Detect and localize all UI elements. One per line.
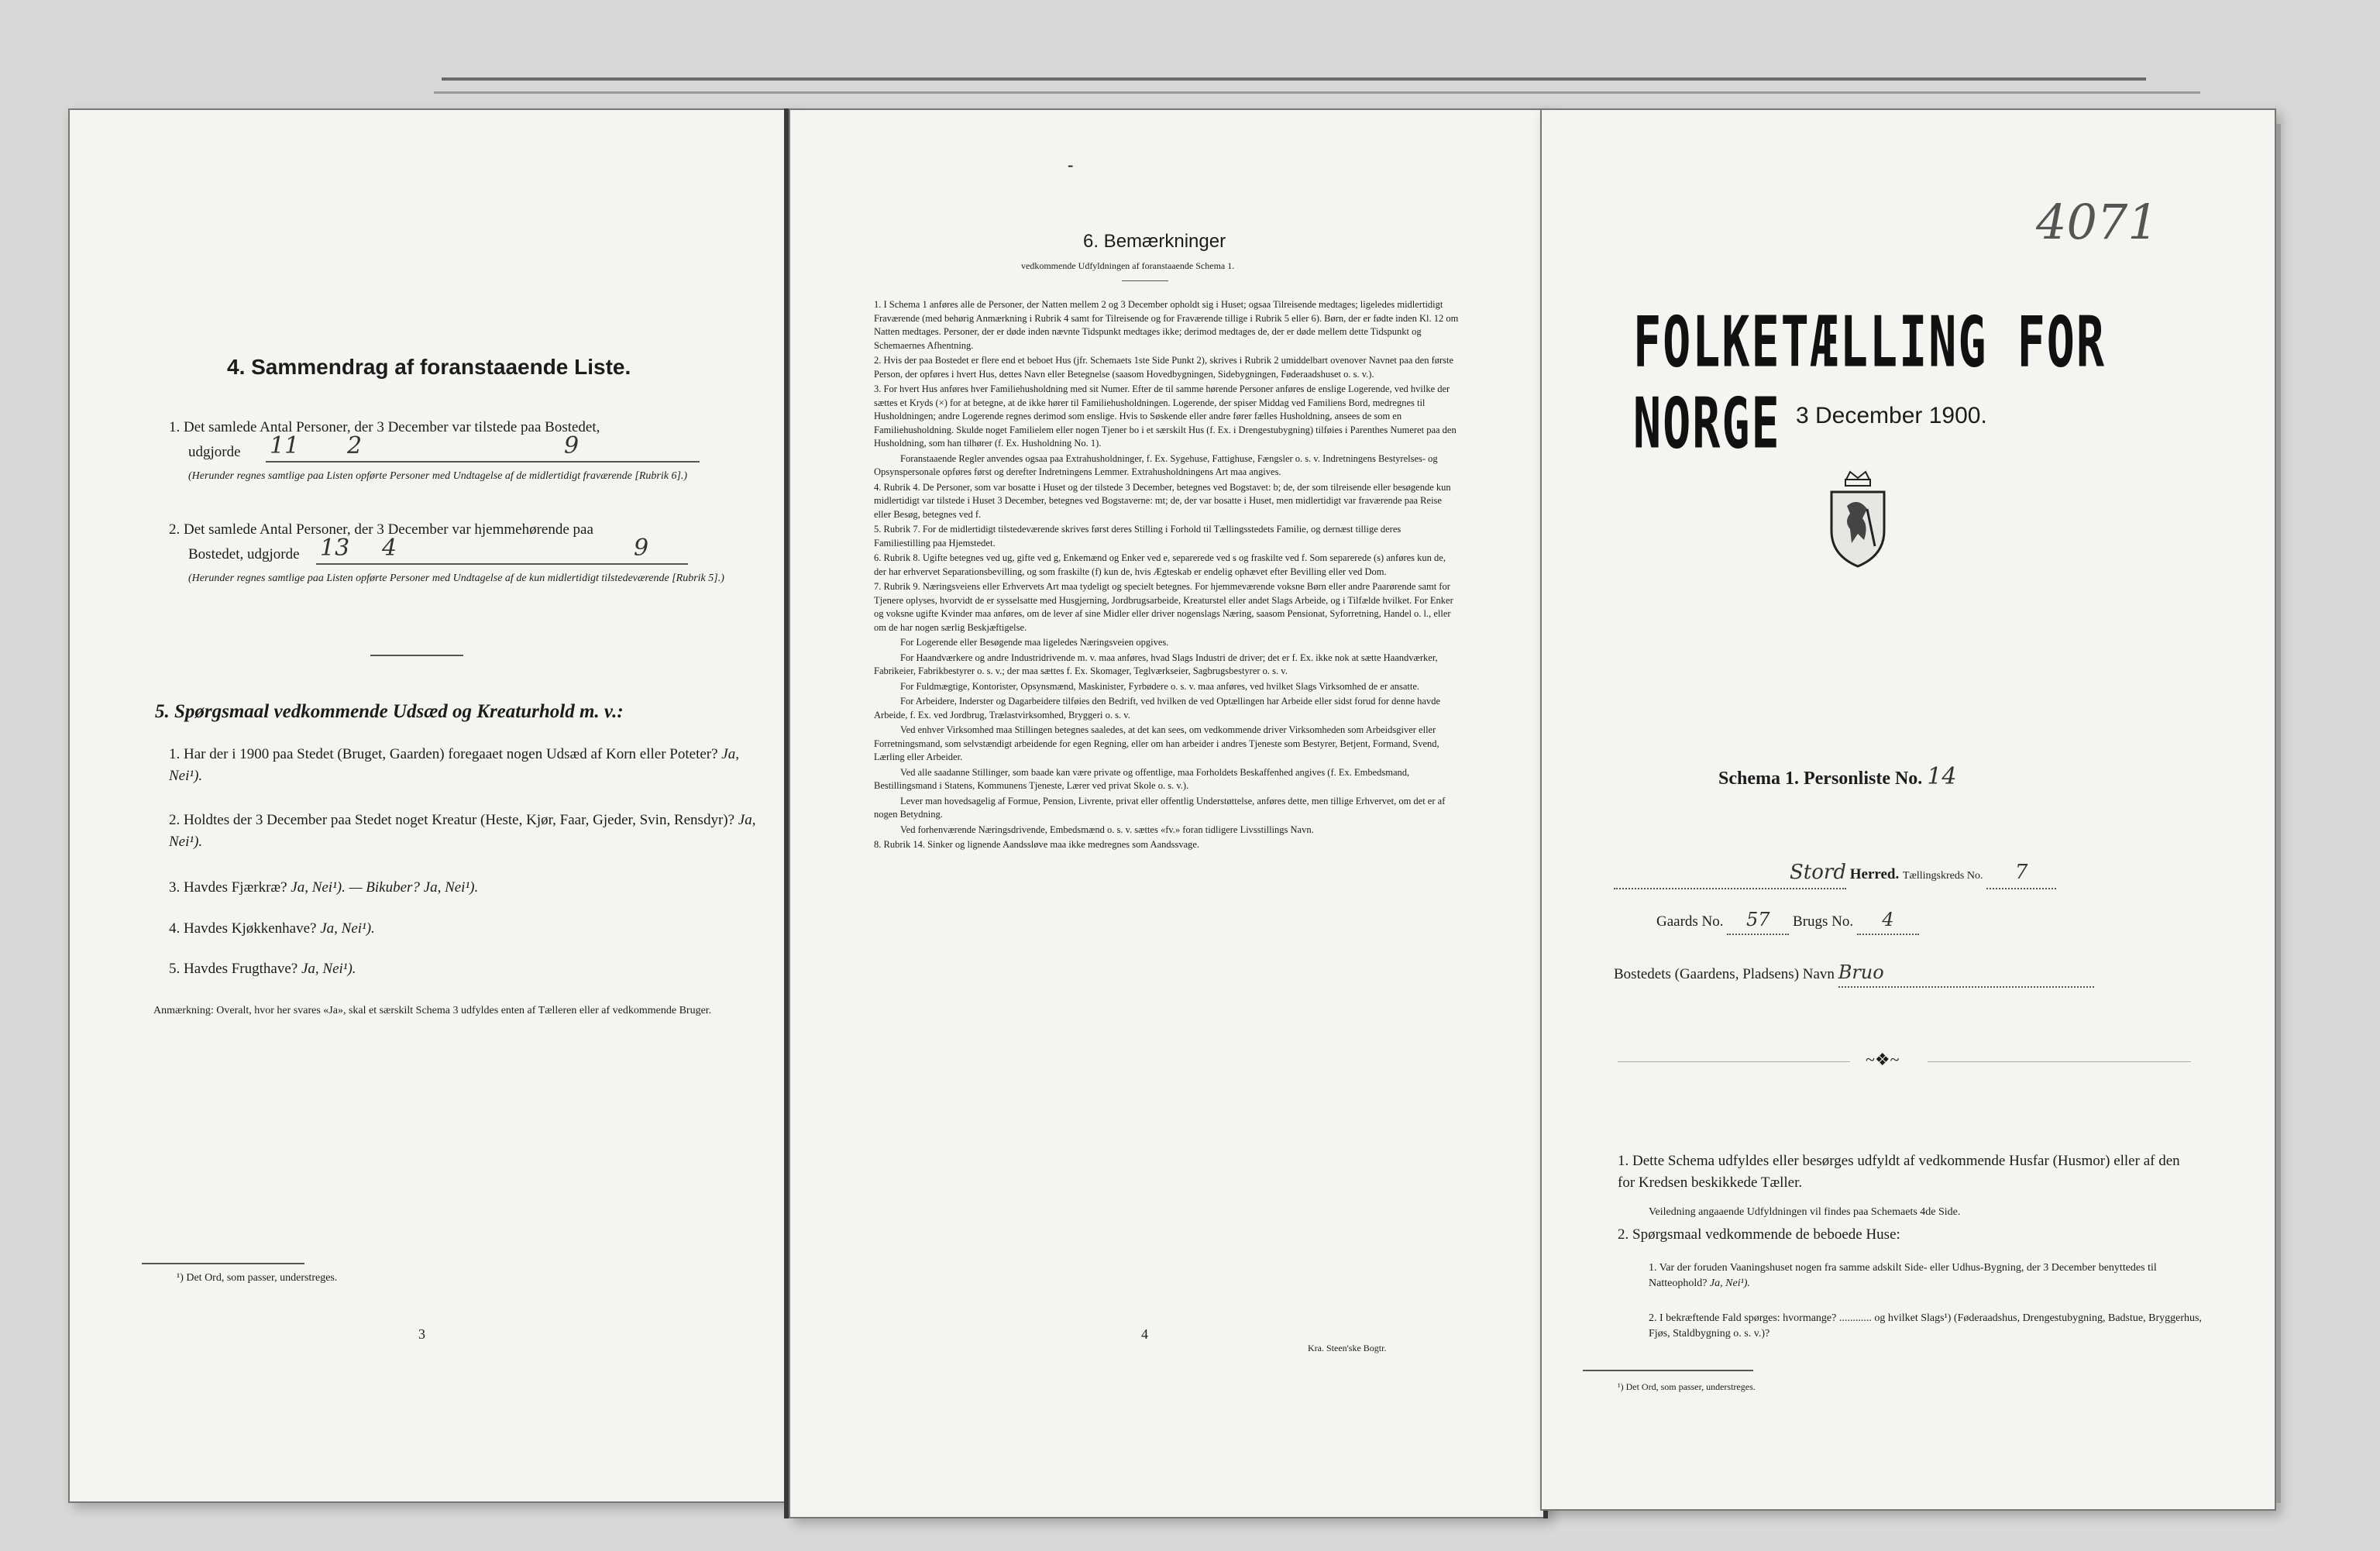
remark-item: Ved alle saadanne Stillinger, som baade kan være private og offentlige, maa Forholdets Beskaffenhed angives (f. Ex. Embedsmand, Bestillingsmand i Statens, Kommunens Tjeneste, Lærer ved privat Skole o. s. v.). bbox=[874, 766, 1410, 791]
remark-item: For Arbeidere, Inderster og Dagarbeidere tilføies den Bedrift, ved hvilken de ved Optællingen har Arbeide eller sidst forud for denne havde Arbeide, f. Ex. ved Jordbrug, Trælastvirksomhed, Bryggeri o. s. v. bbox=[874, 696, 1440, 720]
item1-value-1: 11 bbox=[270, 432, 300, 459]
question-5 bbox=[169, 958, 758, 980]
archive-number: 4071 bbox=[2036, 194, 2158, 250]
remark-item: For Logerende eller Besøgende maa ligeledes Næringsveien opgives. bbox=[900, 637, 1169, 648]
question-3-text: 3. Havdes Fjærkræ? bbox=[169, 879, 287, 896]
bosted-row bbox=[1614, 959, 2249, 988]
bosted-label: Bostedets (Gaardens, Pladsens) Navn bbox=[1614, 966, 1835, 982]
question-1-text: 1. Har der i 1900 paa Stedet (Bruget, Gaarden) foregaaet nogen Udsæd af Korn eller Poteter? bbox=[169, 746, 718, 762]
bosted-value: Bruo bbox=[1838, 961, 1884, 983]
ornament-icon: ~❖~ bbox=[1866, 1050, 1900, 1069]
question-3 bbox=[169, 877, 758, 899]
divider bbox=[370, 655, 463, 656]
coat-of-arms-icon bbox=[1827, 469, 1889, 573]
question-4 bbox=[169, 918, 758, 940]
footnote: ¹) Det Ord, som passer, understreges. bbox=[177, 1272, 338, 1284]
kreds-label: Tællingskreds No. bbox=[1903, 870, 1983, 882]
ornament-rule-right bbox=[1928, 1061, 2191, 1062]
herred-label: Herred. bbox=[1849, 866, 1900, 882]
schema-number: 14 bbox=[1927, 763, 1957, 790]
remark-item: For Fuldmægtige, Kontorister, Opsynsmænd, Maskinister, Fyrbødere o. s. v. maa anføres, ved hvilket Slags Virksomhed de er ansatte. bbox=[900, 680, 1420, 692]
remark-item: 4. Rubrik 4. De Personer, som var bosatte i Huset og der tilstede 3 December, betegnes ved Bogstavet: b; de, der som tilreisende eller besøgende kun midlertidigt var tilstede i Huset 3 December, betegnes ved Bogstaverne: mt; de, der var bosatte i Huset, men midlertidigt var fraværende paa Reise eller Besøg, betegnes ved f. bbox=[874, 481, 1451, 520]
question-5-text: 5. Havdes Frugthave? bbox=[169, 961, 298, 977]
question-2-answer: Ja, Nei¹). bbox=[169, 812, 756, 850]
instruction-1: 1. Dette Schema udfyldes eller besørges udfyldt af vedkommende Husfar (Husmor) eller af den for Kredsen beskikkede Tæller. bbox=[1618, 1153, 2180, 1191]
ornament-rule-left bbox=[1618, 1061, 1850, 1062]
footnote: ¹) Det Ord, som passer, understreges. bbox=[1618, 1381, 1756, 1392]
footnote-rule bbox=[142, 1263, 304, 1264]
question-5-answer: Ja, Nei¹). bbox=[301, 961, 356, 977]
remark-item: Ved enhver Virksomhed maa Stillingen betegnes saaledes, at det kan sees, om vedkommende driver Virksomheden som Arbeidsgiver eller Forretningsmand, som selvstændigt arbeidende for egen Regning, eller om han arbeider i andres Tjeneste som Bestyrer, Betjent, Formand, Svend, Lærling eller Arbeider. bbox=[874, 724, 1439, 762]
middle-page bbox=[789, 108, 1548, 1518]
instruction-2: 2. Spørgsmaal vedkommende de beboede Huse: bbox=[1618, 1226, 1900, 1243]
gaards-value: 57 bbox=[1746, 909, 1770, 930]
item2-value-3: 9 bbox=[634, 535, 649, 562]
item2-text: 2. Det samlede Antal Personer, der 3 December var hjemmehørende paa bbox=[169, 521, 593, 538]
census-date: 3 December 1900. bbox=[1796, 403, 1987, 428]
herred-row bbox=[1614, 858, 2249, 889]
remark-item: Lever man hovedsagelig af Formue, Pension, Livrente, privat eller offentlig Understøttelse, anføres dette, men tillige Erhvervet, om det er af nogen Betydning. bbox=[874, 795, 1446, 820]
remark-item: Ved forhenværende Næringsdrivende, Embedsmænd o. s. v. sættes «fv.» foran tidligere Livsstillings Navn. bbox=[900, 824, 1314, 835]
question-4-text: 4. Havdes Kjøkkenhave? bbox=[169, 920, 317, 937]
remark-item: 1. I Schema 1 anføres alle de Personer, der Natten mellem 2 og 3 December opholdt sig i Huset; ogsaa Tilreisende medtages; ligeledes midlertidigt Fraværende (med behørig Anmærkning i Rubrik 4 samt for Tilreisende og for Fraværende tillige i Rubrik 5 eller 6). Børn, der er fødte inden Kl. 12 om Natten medtages. Personer, der er døde inden nævnte Tidspunkt medtages ikke; derimod medtages de, der er døde mellem dette Tidspunkt og Schemaernes Afhentning. bbox=[874, 299, 1459, 351]
census-title: FOLKETÆLLING FOR NORGE bbox=[1633, 302, 2106, 465]
question-1 bbox=[169, 744, 758, 786]
item2-prefix: Bostedet, udgjorde bbox=[188, 546, 300, 562]
instruction-2-q1 bbox=[1649, 1260, 2206, 1292]
schema-row bbox=[1718, 763, 1956, 790]
right-page bbox=[1540, 108, 2276, 1511]
brugs-value: 4 bbox=[1882, 909, 1894, 930]
remark-item: 5. Rubrik 7. For de midlertidigt tilstedeværende skrives først deres Stilling i Forhold til Tællingsstedets Familie, og dernæst tillige deres Familiestilling paa Hjemstedet. bbox=[874, 524, 1402, 549]
subtitle-rule bbox=[1122, 280, 1168, 281]
page-number: 3 bbox=[418, 1326, 425, 1342]
gaard-row bbox=[1656, 906, 2199, 935]
question-4-answer: Ja, Nei¹). bbox=[320, 920, 375, 937]
anmerkning: Anmærkning: Overalt, hvor her svares «Ja», skal et særskilt Schema 3 udfyldes enten af Tælleren eller af vedkommende Bruger. bbox=[153, 1005, 712, 1016]
remarks-list bbox=[874, 298, 1459, 854]
section4-title: 4. Sammendrag af foranstaaende Liste. bbox=[227, 355, 631, 379]
page-edge bbox=[2276, 124, 2281, 1503]
remark-item: 3. For hvert Hus anføres hver Familiehusholdning med sit Numer. Efter de til samme hørende Personer anføres de enslige Logerende, ved hvilke der sættes et Kryds (×) for at betegne, at de ikke hører til Familiehusholdningen. Logerende, der spiser Middag ved Familiens Bord, medregnes til Husholdningen; andre Logerende regnes derimod som enslige. Hvis to Søskende eller andre fører fælles Husholdning, ansees de som en Familiehusholdning. Skulde noget Familielem eller nogen Tjener bo i et særskilt Hus (f. Ex. i Drengestubygning) tilføies i Parenthes Numeret paa den Husholdning, som han tilhører (f. Ex. Husholdning No. 1). bbox=[874, 383, 1457, 449]
remarks-title: 6. Bemærkninger bbox=[1083, 231, 1226, 252]
herred-value: Stord bbox=[1790, 861, 1846, 884]
top-dash: - bbox=[1068, 155, 1074, 174]
item1-text: 1. Det samlede Antal Personer, der 3 December var tilstede paa Bostedet, bbox=[169, 419, 600, 435]
footnote-rule bbox=[1583, 1370, 1753, 1371]
item2-fill-line bbox=[316, 563, 688, 565]
page-number: 4 bbox=[1141, 1326, 1148, 1342]
binding-line-lower bbox=[434, 91, 2200, 94]
remarks-subtitle: vedkommende Udfyldningen af foranstaaende Schema 1. bbox=[1021, 260, 1235, 271]
instruction-2-q2: 2. I bekræftende Fald spørges: hvormange? ............ og hvilket Slags¹) (Føderaadshus, Drengestubygning, Badstue, Bryggerhus, Fjøs, Staldbygning o. s. v.)? bbox=[1649, 1312, 2202, 1340]
gaards-label: Gaards No. bbox=[1656, 913, 1724, 930]
item1-value-2: 2 bbox=[347, 432, 363, 459]
instruction-2-q1-answer: Ja, Nei¹). bbox=[1709, 1278, 1750, 1290]
question-3-answer: Ja, Nei¹). — Bikuber? Ja, Nei¹). bbox=[291, 879, 479, 896]
remark-item: For Haandværkere og andre Industridrivende m. v. maa anføres, hvad Slags Industri de driver; det er f. Ex. ikke nok at sætte Haandværker, Fabrikeier, Fabrikbestyrer o. s. v.; der maa sættes f. Ex. Skomager, Teglværkseier, Sagbrugsbestyrer o. s. v. bbox=[874, 652, 1438, 676]
brugs-label: Brugs No. bbox=[1793, 913, 1854, 930]
section5-title: 5. Spørgsmaal vedkommende Udsæd og Kreaturhold m. v.: bbox=[155, 701, 624, 722]
item1-prefix: udgjorde bbox=[188, 444, 241, 460]
item1-fill-line bbox=[266, 461, 700, 463]
remark-item: Foranstaaende Regler anvendes ogsaa paa Extrahusholdninger, f. Ex. Sygehuse, Fattighuse, Fængsler o. s. v. Indretningens Bestyrelses- og Opsynspersonale opføres først og derefter Indretningens Lemmer. Extrahusholdningens Art maa angives. bbox=[874, 452, 1438, 477]
item1-value-3: 9 bbox=[564, 432, 580, 459]
item2-note: (Herunder regnes samtlige paa Listen opførte Personer med Undtagelse af de kun midlertidigt tilstedeværende [Rubrik 5].) bbox=[188, 573, 724, 584]
remark-item: 6. Rubrik 8. Ugifte betegnes ved ug, gifte ved g, Enkemænd og Enker ved e, separerede ved s og fraskilte ved f. Som separerede (s) anføres kun de, der har erhvervet Separationsbevilling, og som fraskilte (f) kun de, hvis Ægteskab er endelig ophævet efter Bevilling eller ved Dom. bbox=[874, 552, 1446, 577]
item2-value-2: 4 bbox=[382, 535, 397, 562]
item1-note: (Herunder regnes samtlige paa Listen opførte Personer med Undtagelse af de midlertidigt fraværende [Rubrik 6].) bbox=[188, 470, 688, 482]
remark-item: 7. Rubrik 9. Næringsveiens eller Erhvervets Art maa tydeligt og specielt betegnes. For hjemmeværende voksne Børn eller andre Paarørende samt for Tjenere oplyses, hvorvidt de er sysselsatte med Husgjerning, Jordbrugsarbeide, Kreaturstel eller andet Slags Arbeide, og i Tilfælde hvilket. For Enker og voksne ugifte Kvinder maa anføres, om de lever af sine Midler eller driver nogenslags Næring, saasom Pensionat, Syforretning, Handel o. l., eller om de har nogen særlig Beskjæftigelse. bbox=[874, 581, 1453, 633]
printer-mark: Kra. Steen'ske Bogtr. bbox=[1308, 1343, 1387, 1353]
instruction-2-q1-text: 1. Var der foruden Vaaningshuset nogen fra samme adskilt Side- eller Udhus-Bygning, der 3 December benyttedes til Natteophold? bbox=[1649, 1262, 2157, 1290]
kreds-value: 7 bbox=[2014, 861, 2028, 884]
remark-item: 8. Rubrik 14. Sinker og lignende Aandssløve maa ikke medregnes som Aandssvage. bbox=[874, 839, 1200, 850]
schema-label: Schema 1. Personliste No. bbox=[1718, 769, 1923, 789]
question-2-text: 2. Holdtes der 3 December paa Stedet noget Kreatur (Heste, Kjør, Faar, Gjeder, Svin, Rensdyr)? bbox=[169, 812, 735, 828]
question-2 bbox=[169, 810, 758, 852]
instruction-1-sub: Veiledning angaaende Udfyldningen vil findes paa Schemaets 4de Side. bbox=[1649, 1206, 1961, 1218]
question-1-answer: Ja, Nei¹). bbox=[169, 746, 739, 784]
left-page bbox=[68, 108, 789, 1503]
binding-line bbox=[442, 77, 2146, 81]
remark-item: 2. Hvis der paa Bostedet er flere end et beboet Hus (jfr. Schemaets 1ste Side Punkt 2), skrives i Rubrik 2 umiddelbart ovenover Navnet paa den første Person, der opføres i hvert Hus, dettes Navn eller Betegnelse (saasom Hovedbygningen, Sidebygningen, Føderaadshuset o. s. v.). bbox=[874, 355, 1454, 380]
item2-value-1: 13 bbox=[320, 535, 350, 562]
